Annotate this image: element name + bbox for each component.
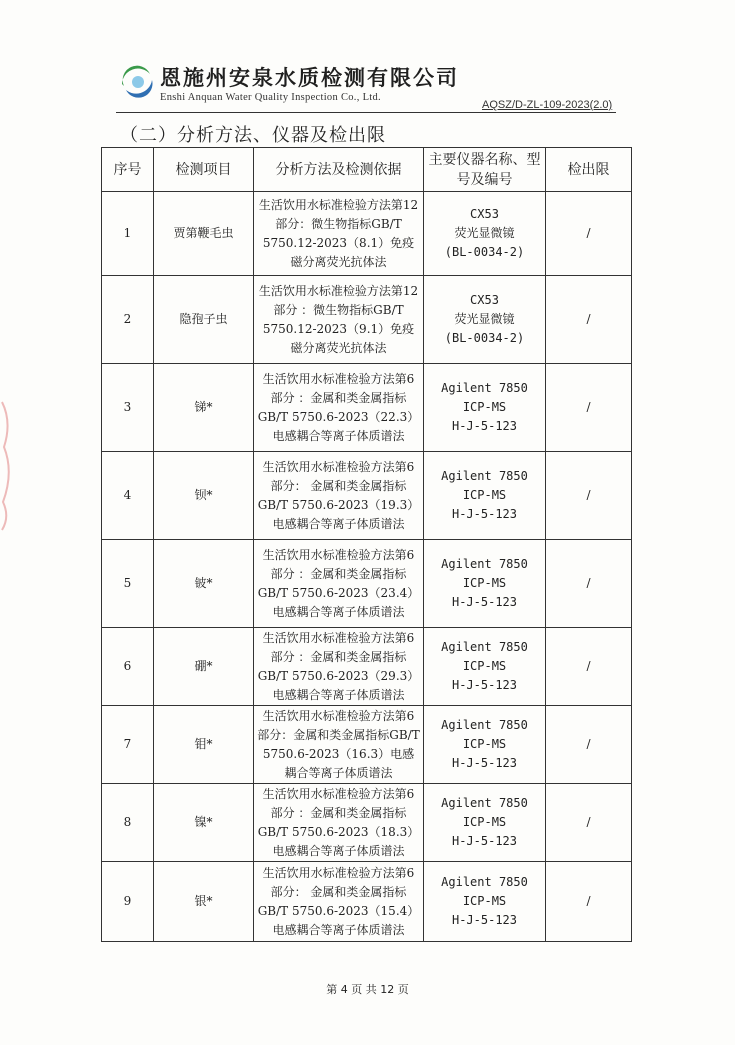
cell-item: 钡* [154, 452, 254, 540]
table-header-row [102, 148, 632, 192]
cell-instrument [424, 862, 546, 942]
page-footer: 第 4 页 共 12 页 [326, 983, 409, 996]
table-row [102, 540, 632, 628]
instrument-line: ICP-MS [462, 815, 507, 829]
cell-instrument [424, 364, 546, 452]
instrument-line: H-J-5-123 [451, 419, 518, 433]
instrument-line: Agilent 7850 [441, 718, 528, 732]
cell-instrument [424, 784, 546, 862]
cell-seq: 4 [102, 452, 154, 540]
cell-limit: / [546, 540, 632, 628]
cell-instrument [424, 192, 546, 276]
instrument-line: (BL-0034-2) [444, 331, 525, 345]
cell-item: 铍* [154, 540, 254, 628]
methods-table [101, 147, 632, 942]
instrument-line: Agilent 7850 [441, 640, 528, 654]
cell-method: 生活饮用水标准检验方法第6部分： 金属和类金属指标GB/T 5750.6-2023（15.4）电感耦合等离子体质谱法 [254, 862, 424, 942]
cell-seq: 3 [102, 364, 154, 452]
cell-method: 生活饮用水标准检验方法第12部分：微生物指标GB/T 5750.12-2023（8.1）免疫磁分离荧光抗体法 [254, 192, 424, 276]
section-title: （二）分析方法、仪器及检出限 [120, 125, 386, 146]
cell-method: 生活饮用水标准检验方法第6部分 ：金属和类金属指标GB/T 5750.6-2023（29.3）电感耦合等离子体质谱法 [254, 628, 424, 706]
cell-seq: 8 [102, 784, 154, 862]
cell-limit: / [546, 784, 632, 862]
instrument-line: H-J-5-123 [451, 507, 518, 521]
cell-limit: / [546, 862, 632, 942]
table-row [102, 364, 632, 452]
cell-seq: 5 [102, 540, 154, 628]
instrument-line: Agilent 7850 [441, 796, 528, 810]
instrument-line: CX53 [470, 293, 499, 307]
instrument-line: Agilent 7850 [441, 557, 528, 571]
instrument-line: ICP-MS [462, 894, 507, 908]
cell-item: 镍* [154, 784, 254, 862]
instrument-line: H-J-5-123 [451, 595, 518, 609]
header-instrument: 主要仪器名称、型号及编号 [424, 148, 546, 192]
cell-instrument [424, 628, 546, 706]
company-logo-icon [116, 62, 156, 102]
table-row [102, 276, 632, 364]
cell-instrument [424, 706, 546, 784]
cell-limit: / [546, 364, 632, 452]
cell-item: 硼* [154, 628, 254, 706]
table-row [102, 706, 632, 784]
instrument-line: H-J-5-123 [451, 678, 518, 692]
cell-method: 生活饮用水标准检验方法第6部分： 金属和类金属指标GB/T 5750.6-2023（19.3）电感耦合等离子体质谱法 [254, 452, 424, 540]
cell-method: 生活饮用水标准检验方法第12部分 ：微生物指标GB/T 5750.12-2023（9.1）免疫磁分离荧光抗体法 [254, 276, 424, 364]
table-body [102, 192, 632, 942]
seal-stamp-fragment [0, 392, 22, 532]
cell-seq: 9 [102, 862, 154, 942]
table-row [102, 192, 632, 276]
instrument-line: ICP-MS [462, 576, 507, 590]
instrument-line: 荧光显微镜 [454, 312, 515, 326]
header-item: 检测项目 [154, 148, 254, 192]
document-code: AQSZ/D-ZL-109-2023(2.0) [482, 99, 613, 111]
cell-item: 隐孢子虫 [154, 276, 254, 364]
cell-seq: 1 [102, 192, 154, 276]
cell-method: 生活饮用水标准检验方法第6部分 ：金属和类金属指标GB/T 5750.6-2023（18.3）电感耦合等离子体质谱法 [254, 784, 424, 862]
header-seq: 序号 [102, 148, 154, 192]
cell-method: 生活饮用水标准检验方法第6部分 ：金属和类金属指标GB/T 5750.6-2023（23.4）电感耦合等离子体质谱法 [254, 540, 424, 628]
cell-item: 贾第鞭毛虫 [154, 192, 254, 276]
cell-instrument [424, 540, 546, 628]
table-row [102, 784, 632, 862]
cell-instrument [424, 452, 546, 540]
cell-seq: 7 [102, 706, 154, 784]
header-limit: 检出限 [546, 148, 632, 192]
instrument-line: ICP-MS [462, 400, 507, 414]
header-method: 分析方法及检测依据 [254, 148, 424, 192]
cell-instrument [424, 276, 546, 364]
cell-seq: 2 [102, 276, 154, 364]
table-row [102, 628, 632, 706]
header-divider [116, 112, 616, 113]
cell-item: 锑* [154, 364, 254, 452]
table-row [102, 862, 632, 942]
cell-limit: / [546, 628, 632, 706]
cell-seq: 6 [102, 628, 154, 706]
instrument-line: ICP-MS [462, 659, 507, 673]
instrument-line: Agilent 7850 [441, 469, 528, 483]
table-row [102, 452, 632, 540]
cell-item: 钼* [154, 706, 254, 784]
cell-method: 生活饮用水标准检验方法第6部分：金属和类金属指标GB/T 5750.6-2023（16.3）电感耦合等离子体质谱法 [254, 706, 424, 784]
cell-method: 生活饮用水标准检验方法第6部分 ：金属和类金属指标GB/T 5750.6-2023（22.3）电感耦合等离子体质谱法 [254, 364, 424, 452]
instrument-line: (BL-0034-2) [444, 245, 525, 259]
instrument-line: H-J-5-123 [451, 756, 518, 770]
company-name-cn: 恩施州安泉水质检测有限公司 [160, 65, 459, 90]
instrument-line: Agilent 7850 [441, 381, 528, 395]
instrument-line: CX53 [470, 207, 499, 221]
instrument-line: H-J-5-123 [451, 913, 518, 927]
cell-limit: / [546, 706, 632, 784]
instrument-line: 荧光显微镜 [454, 226, 515, 240]
cell-limit: / [546, 452, 632, 540]
instrument-line: Agilent 7850 [441, 875, 528, 889]
company-name-en: Enshi Anquan Water Quality Inspection Co., Ltd. [160, 92, 381, 103]
instrument-line: ICP-MS [462, 488, 507, 502]
cell-limit: / [546, 192, 632, 276]
cell-limit: / [546, 276, 632, 364]
instrument-line: H-J-5-123 [451, 834, 518, 848]
cell-item: 银* [154, 862, 254, 942]
instrument-line: ICP-MS [462, 737, 507, 751]
